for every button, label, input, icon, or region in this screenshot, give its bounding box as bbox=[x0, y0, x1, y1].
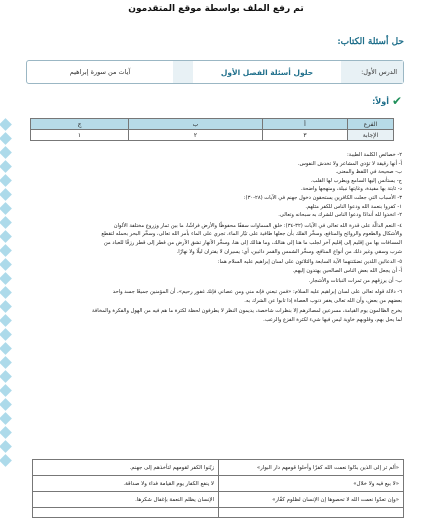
table-cell: أ bbox=[262, 119, 347, 130]
table-cell: الإجابة bbox=[348, 130, 394, 141]
table-cell: «ألم تر إلى الذين بدّلوا نعمت الله كفرًا وأحلوا قومهم دار البوار» bbox=[219, 460, 404, 476]
diamond-icon bbox=[0, 412, 12, 425]
answer-line: ٣- الأسباب التي جعلت الكافرين يستحقون دخول جهنم في الآيات (٢٨-٣٠): bbox=[243, 194, 402, 201]
diamond-icon bbox=[0, 384, 12, 397]
table-cell: «لا بيع فيه ولا خلال» bbox=[219, 476, 404, 492]
table-row bbox=[33, 508, 404, 518]
answer-line: ٢- خصائص الكلمة الطيبة: bbox=[346, 152, 402, 158]
table-cell bbox=[219, 508, 404, 518]
table-cell: ج bbox=[31, 119, 129, 130]
diamond-icon bbox=[0, 174, 12, 187]
diamond-icon bbox=[0, 356, 12, 369]
answer-line: ٤- النعم الدالَّة على قدرة الله تعالى في الآيات (٣٢-٣٤): خلق السماوات سقفًا محفوظًا والأرض فراشًا، ما بين ثمار وزروع مختلفة الألوان bbox=[113, 222, 402, 229]
diamond-icon bbox=[0, 370, 12, 383]
answer-line: ب- صحيحة في اللفظ والمعنى. bbox=[335, 169, 402, 176]
answer-line: شرب وسقي وغير ذلك من أنواع المنافع، وسخَّر الشمس والقمر دائبين، أي: يسيران لا يفتران ليلًا ولا نهارًا. bbox=[176, 248, 402, 255]
answer-line: ٢- اتخذوا لله أندادًا ودعوا الناس للشرك به سبحانه وتعالى. bbox=[278, 212, 402, 219]
table-row bbox=[33, 460, 404, 476]
answer-line: بعضهم من بعض، وأن الله تعالى يغفر ذنوب العصاة إذا تابوا عن الشرك به. bbox=[244, 297, 402, 304]
diamond-icon bbox=[0, 216, 12, 229]
answer-line: د- ثابتة بها مفيدة، وغايتها نبيلة، ومنهجها واضحة. bbox=[300, 186, 402, 193]
answers-body bbox=[30, 151, 402, 324]
diamond-icon bbox=[0, 118, 12, 131]
diamond-icon bbox=[0, 328, 12, 341]
answer-line: يخرج الظالمون يوم القيامة، مسرعين لمصائرهم إلا بنظرات شاخصة، يديمون النظر لا يطرفون لحظة لكثرة ما هم فيه من الهول والفكرة والمخافة bbox=[91, 308, 402, 315]
diamond-icon bbox=[0, 132, 12, 145]
diamond-icon bbox=[0, 146, 12, 159]
diamond-icon bbox=[0, 300, 12, 313]
table-cell: ب bbox=[129, 119, 263, 130]
table-cell: زيّنوا الكفر لقومهم لتأخذهم إلى جهنم. bbox=[33, 460, 219, 476]
diamond-icon bbox=[0, 202, 12, 215]
diamond-icon bbox=[0, 230, 12, 243]
lesson-header bbox=[26, 60, 404, 84]
table-cell: ٢ bbox=[129, 130, 263, 141]
lesson-label: الدرس الأول: bbox=[341, 61, 403, 83]
checkmark-icon: ✔ bbox=[391, 94, 402, 108]
answer-line: ب- أن يرزقهم من ثمرات النباتات والأشجار. bbox=[308, 278, 402, 285]
table-cell: لا ينفع الكفار يوم القيامة فداء ولا صداقة. bbox=[33, 476, 219, 492]
table-row bbox=[33, 476, 404, 492]
verses-table bbox=[32, 459, 404, 518]
table-cell: الإنسان يظلم النعمة بإغفال شكرها. bbox=[33, 492, 219, 508]
table-cell: الفرع bbox=[348, 119, 394, 130]
diamond-icon bbox=[0, 440, 12, 453]
questions-heading bbox=[372, 94, 402, 108]
questions-heading-label: أولاً: bbox=[372, 96, 389, 106]
answer-line: ج- يستأنس إليها السامع ويطرب لها القلب. bbox=[310, 177, 402, 184]
diamond-icon bbox=[0, 398, 12, 411]
answer-line: أ- أن يجعل الله بعض الناس الصالحين يهتدون إليهم. bbox=[292, 267, 402, 274]
diamond-icon bbox=[0, 426, 12, 439]
diamond-icon bbox=[0, 272, 12, 285]
diamond-icon bbox=[0, 188, 12, 201]
top-banner: تم رفع الملف بواسطة موقع المتقدمون bbox=[128, 4, 304, 14]
answer-line: لما يحل بهم، وقلوبهم خاوية ليس فيها شيء لكثرة الفزع والرعب. bbox=[263, 316, 402, 323]
table-row bbox=[31, 119, 394, 130]
answer-line: ١- كفروا بنعمة الله ودعوا الناس للكفر مثلهم. bbox=[305, 203, 402, 210]
lesson-subject: آيات من سورة إبراهيم bbox=[69, 68, 131, 76]
answer-line: المسافات بها من إقليم إلى إقليم آخر لجلب ما هنا إلى هنالك، وما هنالك إلى هنا، وسخَّر الأنهار تشق الأرض من قطر إلى قطر رزقًا للعباد من bbox=[103, 239, 402, 246]
answer-line: ٦- دلالة قوله تعالى على لسان إبراهيم عليه السلام: «فمن تبعني فإنه مني ومن عصاني فإنك غفور رحيم»، أن المؤمنين جميعًا جسد واحد bbox=[112, 288, 402, 295]
lesson-label-secondary bbox=[173, 61, 193, 83]
diamond-icon bbox=[0, 244, 12, 257]
table-row bbox=[33, 492, 404, 508]
diamond-icon bbox=[0, 314, 12, 327]
answer-line: أ- أنها رقيقة لا تؤذي المشاعر ولا تخدش النفوس. bbox=[297, 160, 402, 167]
table-cell: «وإن تعدّوا نعمت الله لا تحصوها إن الإنسان لظلوم كفّار» bbox=[219, 492, 404, 508]
decorative-sidebar bbox=[0, 120, 12, 480]
answer-table bbox=[30, 118, 394, 141]
diamond-icon bbox=[0, 286, 12, 299]
answer-line: ٥- الدعائين اللذين تضمّنتهما الآية السابعة والثلاثون على لسان إبراهيم عليه السلام هما: bbox=[217, 259, 402, 266]
answer-line: والأشكال والطعوم والروائح والمنافع، وسخَّر الفلك بأن جعلها طافية على تيّار الماء، تجري على الماء بأمر الله تعالى، وسخَّر البحر بحمله لتقطع bbox=[101, 231, 402, 238]
diamond-icon bbox=[0, 454, 12, 467]
table-cell bbox=[33, 508, 219, 518]
lesson-title: حلول أسئلة الفصل الأول bbox=[220, 67, 314, 77]
table-row bbox=[31, 130, 394, 141]
diamond-icon bbox=[0, 160, 12, 173]
diamond-icon bbox=[0, 258, 12, 271]
table-cell: ١ bbox=[31, 130, 129, 141]
section-title: حل أسئلة الكتاب: bbox=[337, 37, 404, 47]
diamond-icon bbox=[0, 342, 12, 355]
table-cell: ٣ bbox=[262, 130, 347, 141]
